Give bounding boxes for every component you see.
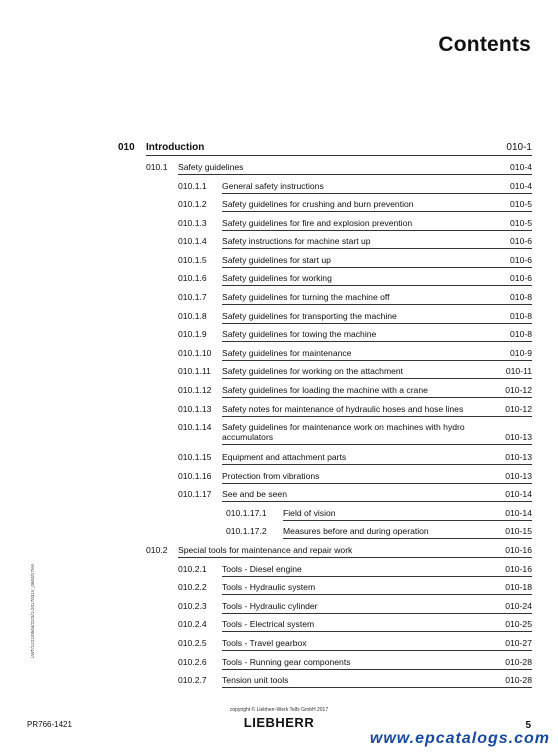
toc-title: Safety guidelines for maintenance bbox=[222, 348, 352, 358]
toc-row[interactable] bbox=[222, 236, 532, 249]
toc-number: 010.1.9 bbox=[178, 329, 207, 339]
chapter-number: 010 bbox=[118, 142, 135, 153]
toc-page: 010-11 bbox=[505, 366, 532, 376]
toc-number: 010.2 bbox=[146, 545, 168, 555]
toc-row[interactable] bbox=[222, 657, 532, 670]
chapter-title: Introduction bbox=[146, 142, 205, 153]
toc-row[interactable] bbox=[222, 452, 532, 465]
copyright-notice: copyright © Liebherr-Werk Telfs GmbH 2017 bbox=[229, 707, 329, 713]
toc-page: 010-14 bbox=[505, 489, 532, 499]
chapter-row[interactable] bbox=[146, 143, 532, 156]
toc-title: Safety guidelines for working on the attachment bbox=[222, 366, 404, 376]
toc-number: 010.1.13 bbox=[178, 404, 212, 414]
toc-number: 010.1.5 bbox=[178, 255, 207, 265]
toc-number: 010.1.14 bbox=[178, 422, 212, 432]
watermark-text: www.epcatalogs.com bbox=[369, 730, 550, 747]
toc-number: 010.1 bbox=[146, 162, 168, 172]
toc-title: Tools - Running gear components bbox=[222, 657, 351, 667]
toc-number: 010.1.16 bbox=[178, 471, 212, 481]
toc-title: Protection from vibrations bbox=[222, 471, 320, 481]
toc-page: 010-24 bbox=[505, 601, 532, 611]
toc-title: Tools - Hydraulic system bbox=[222, 582, 316, 592]
toc-row[interactable] bbox=[222, 489, 532, 502]
toc-number: 010.2.5 bbox=[178, 638, 207, 648]
toc-page: 010-4 bbox=[510, 162, 532, 172]
sidebar-document-code: LWT/1221/0504/22/3/1-2017031V_0604/27/en bbox=[30, 563, 35, 658]
toc-number: 010.2.4 bbox=[178, 619, 207, 629]
toc-number: 010.1.7 bbox=[178, 292, 207, 302]
toc-row[interactable] bbox=[222, 255, 532, 268]
toc-title: Safety guidelines for working bbox=[222, 273, 332, 283]
toc-page: 010-13 bbox=[505, 452, 532, 462]
toc-title: Safety guidelines for fire and explosion prevention bbox=[222, 218, 413, 228]
toc-row[interactable] bbox=[283, 526, 532, 539]
toc-number: 010.2.3 bbox=[178, 601, 207, 611]
toc-title: Safety guidelines for transporting the machine bbox=[222, 311, 397, 321]
toc-page: 010-13 bbox=[505, 471, 532, 481]
chapter-page: 010-1 bbox=[506, 142, 532, 153]
toc-row[interactable] bbox=[222, 422, 532, 445]
toc-row[interactable] bbox=[222, 404, 532, 417]
toc-title: Safety guidelines for turning the machine off bbox=[222, 292, 390, 302]
toc-row[interactable] bbox=[222, 582, 532, 595]
toc-page: 010-16 bbox=[505, 564, 532, 574]
document-code: PR766-1421 bbox=[27, 720, 72, 729]
toc-title: Measures before and during operation bbox=[283, 526, 429, 536]
toc-page: 010-8 bbox=[510, 329, 532, 339]
toc-title: Tools - Hydraulic cylinder bbox=[222, 601, 318, 611]
toc-title: Safety guidelines for crushing and burn prevention bbox=[222, 199, 414, 209]
toc-page: 010-8 bbox=[510, 292, 532, 302]
toc-number: 010.1.1 bbox=[178, 181, 207, 191]
page-title: Contents bbox=[438, 33, 531, 56]
toc-page: 010-18 bbox=[505, 582, 532, 592]
toc-number: 010.1.6 bbox=[178, 273, 207, 283]
toc-page: 010-16 bbox=[505, 545, 532, 555]
toc-row[interactable] bbox=[222, 292, 532, 305]
toc-title: Tools - Travel gearbox bbox=[222, 638, 307, 648]
toc-row[interactable] bbox=[178, 162, 532, 175]
toc-page: 010-13 bbox=[505, 432, 532, 442]
toc-row[interactable] bbox=[222, 181, 532, 194]
toc-row[interactable] bbox=[222, 273, 532, 286]
toc-number: 010.1.8 bbox=[178, 311, 207, 321]
toc-number: 010.1.17 bbox=[178, 489, 212, 499]
toc-number: 010.1.10 bbox=[178, 348, 212, 358]
toc-title: Special tools for maintenance and repair work bbox=[178, 545, 353, 555]
toc-row[interactable] bbox=[178, 545, 532, 558]
toc-page: 010-6 bbox=[510, 255, 532, 265]
toc-row[interactable] bbox=[222, 471, 532, 484]
brand-logo: LIEBHERR bbox=[243, 715, 315, 730]
toc-number: 010.1.17.2 bbox=[226, 526, 267, 536]
page-number: 5 bbox=[525, 720, 531, 731]
toc-title: Field of vision bbox=[283, 508, 336, 518]
toc-row[interactable] bbox=[222, 311, 532, 324]
toc-title: See and be seen bbox=[222, 489, 287, 499]
toc-number: 010.1.4 bbox=[178, 236, 207, 246]
toc-page: 010-14 bbox=[505, 508, 532, 518]
toc-title: Tension unit tools bbox=[222, 675, 289, 685]
toc-row[interactable] bbox=[222, 638, 532, 651]
toc-page: 010-5 bbox=[510, 218, 532, 228]
toc-number: 010.2.1 bbox=[178, 564, 207, 574]
toc-row[interactable] bbox=[222, 329, 532, 342]
toc-title: Tools - Diesel engine bbox=[222, 564, 302, 574]
toc-page: 010-4 bbox=[510, 181, 532, 191]
toc-page: 010-28 bbox=[505, 657, 532, 667]
toc-row[interactable] bbox=[222, 601, 532, 614]
toc-number: 010.2.7 bbox=[178, 675, 207, 685]
toc-page: 010-8 bbox=[510, 311, 532, 321]
toc-row[interactable] bbox=[222, 675, 532, 688]
toc-row[interactable] bbox=[222, 199, 532, 212]
toc-number: 010.1.3 bbox=[178, 218, 207, 228]
toc-row[interactable] bbox=[222, 348, 532, 361]
toc-number: 010.1.2 bbox=[178, 199, 207, 209]
toc-page: 010-15 bbox=[505, 526, 532, 536]
toc-page: 010-5 bbox=[510, 199, 532, 209]
toc-title: Safety guidelines for towing the machine bbox=[222, 329, 377, 339]
toc-title: General safety instructions bbox=[222, 181, 324, 191]
toc-title: Safety guidelines bbox=[178, 162, 244, 172]
toc-page: 010-9 bbox=[510, 348, 532, 358]
toc-title: Safety notes for maintenance of hydraulic hoses and hose lines bbox=[222, 404, 464, 414]
toc-row[interactable] bbox=[222, 218, 532, 231]
toc-row[interactable] bbox=[222, 385, 532, 398]
toc-row[interactable] bbox=[222, 619, 532, 632]
toc-number: 010.1.12 bbox=[178, 385, 212, 395]
toc-row[interactable] bbox=[222, 564, 532, 577]
toc-page: 010-12 bbox=[505, 404, 532, 414]
toc-row[interactable] bbox=[283, 508, 532, 521]
toc-number: 010.1.15 bbox=[178, 452, 212, 462]
toc-page: 010-6 bbox=[510, 273, 532, 283]
toc-title: Tools - Electrical system bbox=[222, 619, 315, 629]
toc-number: 010.1.11 bbox=[178, 366, 211, 376]
toc-title: Safety guidelines for loading the machine with a crane bbox=[222, 385, 428, 395]
toc-page: 010-27 bbox=[505, 638, 532, 648]
toc-number: 010.2.2 bbox=[178, 582, 207, 592]
toc-page: 010-12 bbox=[505, 385, 532, 395]
toc-title: Safety instructions for machine start up bbox=[222, 236, 371, 246]
toc-title: Safety guidelines for maintenance work on machines with hydro accumulators bbox=[222, 422, 465, 442]
toc-page: 010-25 bbox=[505, 619, 532, 629]
toc-number: 010.2.6 bbox=[178, 657, 207, 667]
toc-page: 010-6 bbox=[510, 236, 532, 246]
toc-number: 010.1.17.1 bbox=[226, 508, 267, 518]
toc-row[interactable] bbox=[222, 366, 532, 379]
toc-title: Safety guidelines for start up bbox=[222, 255, 331, 265]
toc-page: 010-28 bbox=[505, 675, 532, 685]
toc-title: Equipment and attachment parts bbox=[222, 452, 347, 462]
